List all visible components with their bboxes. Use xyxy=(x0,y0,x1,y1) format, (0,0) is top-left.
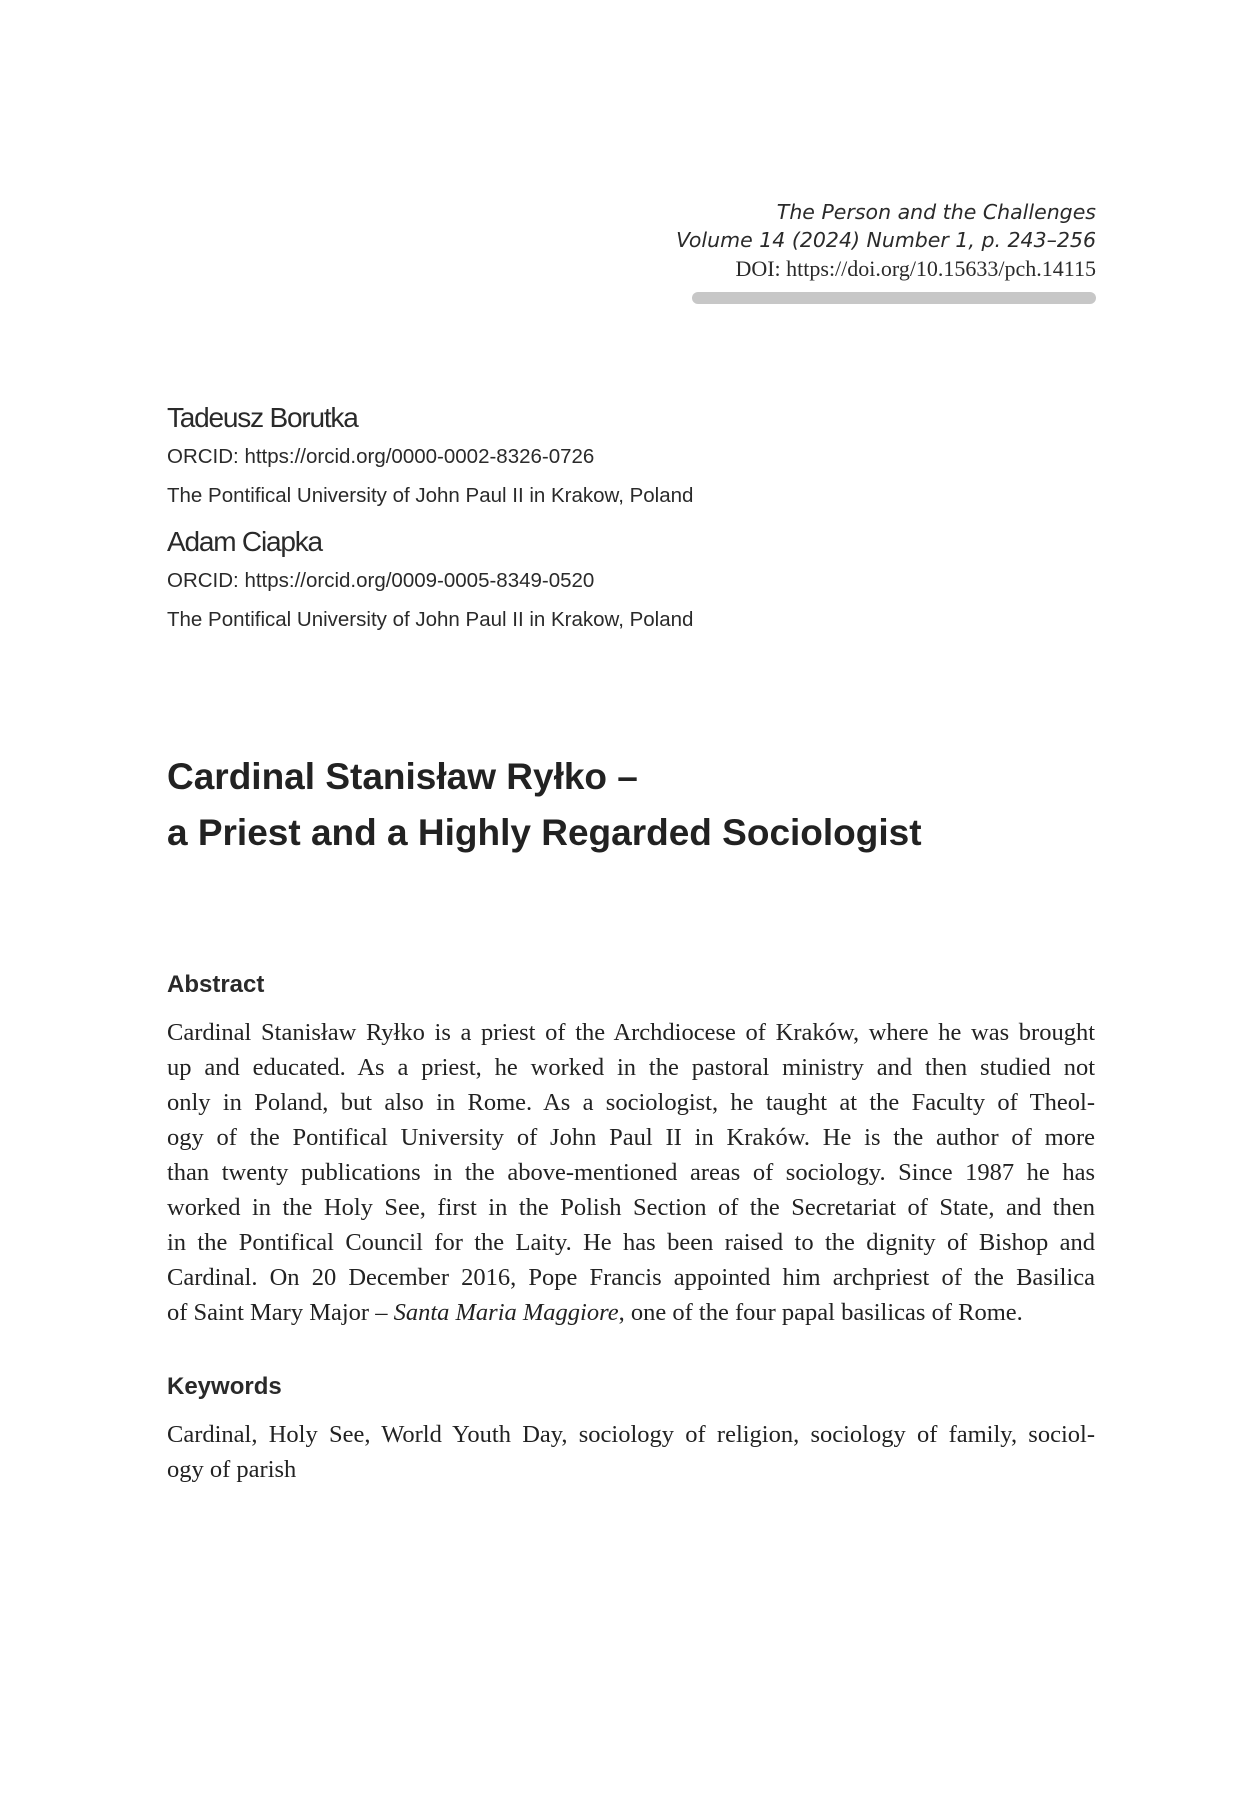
abstract-line: only in Poland, but also in Rome. As a sociologist, he taught at the Faculty of Theol- xyxy=(167,1089,1095,1116)
author-orcid[interactable]: ORCID: https://orcid.org/0009-0005-8349-0520 xyxy=(167,569,595,592)
article-title xyxy=(167,749,1127,861)
author-name: Tadeusz Borutka xyxy=(167,402,358,433)
abstract-line: than twenty publications in the above-mentioned areas of sociology. Since 1987 he has xyxy=(167,1159,1095,1186)
doi-link[interactable]: DOI: https://doi.org/10.15633/pch.14115 xyxy=(735,256,1096,281)
keywords-text xyxy=(167,1417,1095,1487)
keywords-section xyxy=(167,1372,1095,1487)
author-block xyxy=(167,400,1067,515)
author-list xyxy=(167,400,1067,639)
abstract-line-text: , one of the four papal basilicas of Rome. xyxy=(618,1299,1023,1326)
abstract-line: ogy of the Pontifical University of John Paul II in Kraków. He is the author of more xyxy=(167,1124,1095,1151)
abstract-line: in the Pontifical Council for the Laity. He has been raised to the dignity of Bishop and xyxy=(167,1229,1095,1256)
keywords-line: ogy of parish xyxy=(167,1456,297,1483)
journal-header xyxy=(496,198,1096,283)
abstract-italic-term: Santa Maria Maggiore xyxy=(393,1299,619,1326)
author-orcid[interactable]: ORCID: https://orcid.org/0000-0002-8326-0726 xyxy=(167,445,595,468)
keywords-heading: Keywords xyxy=(167,1373,282,1400)
article-title-line: Cardinal Stanisław Ryłko – xyxy=(167,756,638,797)
author-affiliation: The Pontifical University of John Paul II in Krakow, Poland xyxy=(167,484,694,507)
journal-title: The Person and the Challenges xyxy=(776,200,1096,224)
article-title-line: a Priest and a Highly Regarded Sociologist xyxy=(167,812,922,853)
author-name: Adam Ciapka xyxy=(167,526,322,557)
abstract-heading: Abstract xyxy=(167,971,265,998)
abstract-section xyxy=(167,970,1095,1330)
abstract-line: worked in the Holy See, first in the Polish Section of the Secretariat of State, and then xyxy=(167,1194,1095,1221)
abstract-line: Cardinal. On 20 December 2016, Pope Francis appointed him archpriest of the Basilica xyxy=(167,1264,1095,1291)
author-affiliation: The Pontifical University of John Paul II in Krakow, Poland xyxy=(167,608,694,631)
author-block xyxy=(167,524,1067,639)
abstract-line: Cardinal Stanisław Ryłko is a priest of the Archdiocese of Kraków, where he was brought xyxy=(167,1019,1095,1046)
journal-volume: Volume 14 (2024) Number 1, p. 243–256 xyxy=(676,228,1096,252)
abstract-line xyxy=(167,1295,1095,1330)
header-rule xyxy=(692,292,1096,304)
abstract-line: up and educated. As a priest, he worked in the pastoral ministry and then studied not xyxy=(167,1054,1095,1081)
keywords-line: Cardinal, Holy See, World Youth Day, sociology of religion, sociology of family, sociol- xyxy=(167,1421,1095,1448)
abstract-line-text: of Saint Mary Major – xyxy=(167,1299,394,1326)
abstract-text xyxy=(167,1015,1095,1330)
